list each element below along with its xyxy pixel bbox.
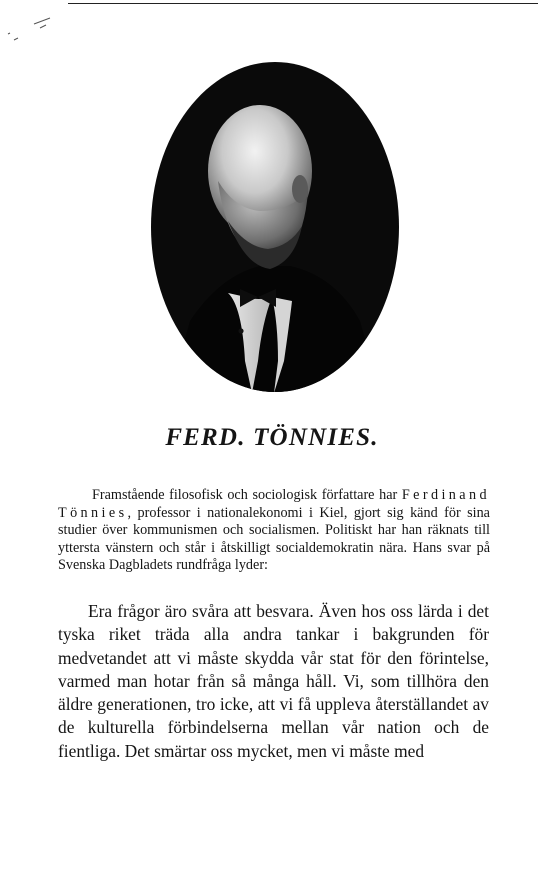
article-title: FERD. TÖNNIES. [165, 424, 379, 451]
body-paragraph: Era frågor äro svåra att besvara. Även hos oss lärda i det tyska riket träda alla andra tankar i bakgrunden för medvetandet att vi måste skydda vår stat för den förintelse, varmed man hotar från så många håll. Vi, som tillhöra den äldre generationen, tro icke, att vi få uppleva återställandet av de kulturella förbindelserna mellan vår nation och de fientliga. Det smärtar oss mycket, men vi måste med [58, 601, 489, 761]
top-rule [68, 3, 538, 4]
article-intro [58, 487, 490, 575]
print-marks [6, 8, 66, 48]
article-body [58, 600, 489, 763]
intro-text-part2: , professor i nationalekonomi i Kiel, gjort sig känd för sina studier över kommunismen och socialismen. Politiskt har han räknats till yttersta vänstern och står i åtskilligt socialdemokratin nära. Hans svar på Svenska Dagbladets rundfråga lyder: [58, 504, 490, 574]
portrait-photo [150, 61, 400, 393]
intro-name-spaced: Ferdinand Tönnies [58, 487, 490, 521]
intro-text-part1: Framstående filosofisk och sociologisk författare har [92, 487, 402, 503]
